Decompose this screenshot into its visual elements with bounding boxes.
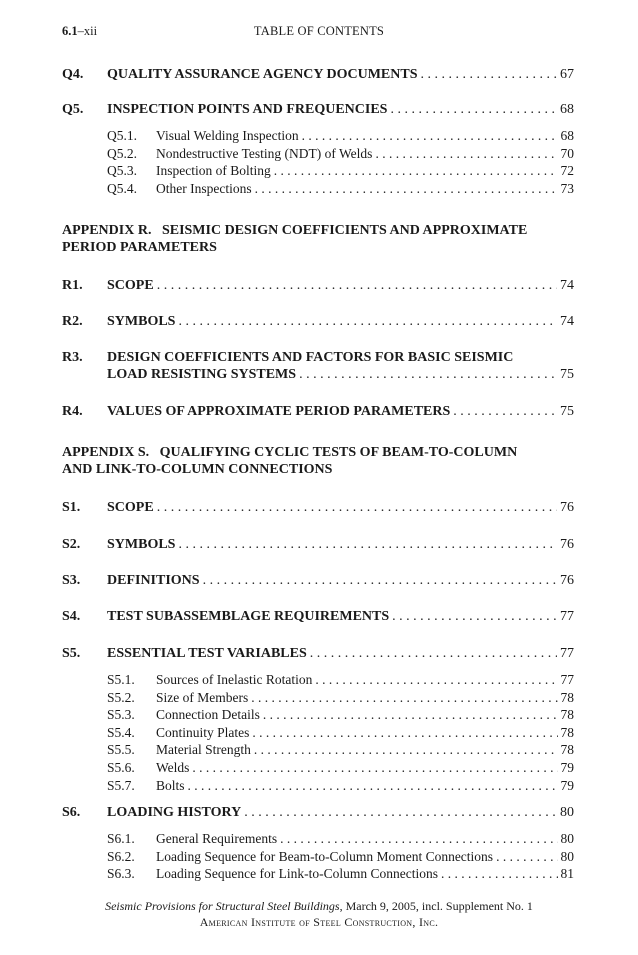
appendix-heading-line-2: AND LINK-TO-COLUMN CONNECTIONS	[62, 462, 333, 477]
entry-number: S6.	[62, 805, 81, 820]
dot-leader	[274, 162, 558, 179]
entry-number: R2.	[62, 314, 83, 329]
entry-title: INSPECTION POINTS AND FREQUENCIES	[107, 102, 388, 117]
subentry-title: Nondestructive Testing (NDT) of Welds	[156, 146, 373, 161]
running-footer	[0, 898, 638, 931]
subentry-title: Welds	[156, 760, 190, 775]
entry-title: SCOPE	[107, 500, 154, 515]
entry-number: R4.	[62, 404, 83, 419]
subentry-number: S5.2.	[107, 690, 135, 705]
dot-leader	[244, 804, 557, 821]
dot-leader	[310, 645, 557, 662]
subentry-number: S5.3.	[107, 707, 135, 722]
running-header	[62, 24, 576, 42]
entry-title: VALUES OF APPROXIMATE PERIOD PARAMETERS	[107, 404, 451, 419]
subentry-title: Bolts	[156, 778, 185, 793]
dot-leader	[299, 366, 557, 383]
subentry-title: Connection Details	[156, 707, 260, 722]
dot-leader	[375, 145, 557, 162]
entry-title: LOADING HISTORY	[107, 805, 242, 820]
entry-number: S4.	[62, 609, 81, 624]
entry-page: 67	[560, 67, 574, 82]
entry-title: QUALITY ASSURANCE AGENCY DOCUMENTS	[107, 67, 418, 82]
subentry-number: S5.7.	[107, 778, 135, 793]
entry-page: 77	[560, 646, 574, 661]
subentry-page: 78	[560, 707, 574, 722]
subentry-number: Q5.2.	[107, 146, 137, 161]
subentry-title: Other Inspections	[156, 181, 252, 196]
entry-number: R3.	[62, 350, 83, 365]
entry-title: SYMBOLS	[107, 537, 176, 552]
entry-title-line-1: DESIGN COEFFICIENTS AND FACTORS FOR BASIC SEISMIC	[107, 350, 514, 365]
subentry-title: General Requirements	[156, 831, 278, 846]
dot-leader	[315, 671, 557, 688]
appendix-heading-line-2: PERIOD PARAMETERS	[62, 240, 217, 255]
subentry-title: Size of Members	[156, 690, 249, 705]
subentry-number: S5.6.	[107, 760, 135, 775]
entry-number: Q4.	[62, 67, 84, 82]
dot-leader	[441, 865, 558, 882]
subentry-title: Inspection of Bolting	[156, 163, 271, 178]
entry-page: 74	[560, 314, 574, 329]
dot-leader	[254, 741, 558, 758]
dot-leader	[453, 403, 557, 420]
subentry-number: Q5.4.	[107, 181, 137, 196]
subentry-number: Q5.1.	[107, 128, 137, 143]
entry-page: 76	[560, 537, 574, 552]
subentry-number: S6.1.	[107, 831, 135, 846]
subentry-title: Loading Sequence for Link-to-Column Connections	[156, 866, 438, 881]
dot-leader	[192, 759, 557, 776]
subentry-title: Continuity Plates	[156, 725, 250, 740]
subentry-page: 79	[560, 760, 574, 775]
entry-page: 76	[560, 573, 574, 588]
entry-page: 77	[560, 609, 574, 624]
subentry-title: Material Strength	[156, 742, 251, 757]
subentry-page: 80	[560, 849, 574, 864]
entry-title: SYMBOLS	[107, 314, 176, 329]
dot-leader	[178, 313, 557, 330]
entry-number: S3.	[62, 573, 81, 588]
subentry-page: 70	[560, 146, 574, 161]
entry-title: TEST SUBASSEMBLAGE REQUIREMENTS	[107, 609, 390, 624]
dot-leader	[203, 572, 557, 589]
running-title: TABLE OF CONTENTS	[253, 24, 385, 38]
appendix-heading-line-1: APPENDIX R. SEISMIC DESIGN COEFFICIENTS AND APPROXIMATE	[62, 223, 528, 238]
dot-leader	[496, 848, 557, 865]
entry-title: DEFINITIONS	[107, 573, 200, 588]
entry-page: 75	[560, 404, 574, 419]
dot-leader	[280, 830, 557, 847]
dot-leader	[392, 608, 557, 625]
subentry-page: 78	[560, 690, 574, 705]
subentry-page: 78	[560, 725, 574, 740]
subentry-number: Q5.3.	[107, 163, 137, 178]
entry-page: 80	[560, 805, 574, 820]
dot-leader	[188, 777, 558, 794]
subentry-page: 68	[560, 128, 574, 143]
entry-number: R1.	[62, 278, 83, 293]
entry-number: S2.	[62, 537, 81, 552]
dot-leader	[255, 180, 558, 197]
subentry-page: 77	[560, 672, 574, 687]
subentry-page: 78	[560, 742, 574, 757]
subentry-page: 81	[560, 866, 574, 881]
subentry-number: S5.5.	[107, 742, 135, 757]
appendix-r-heading[interactable]	[62, 222, 574, 256]
dot-leader	[302, 127, 558, 144]
subentry-title: Loading Sequence for Beam-to-Column Moment Connections	[156, 849, 494, 864]
subentry-number: S5.4.	[107, 725, 135, 740]
dot-leader	[263, 706, 558, 723]
subentry-number: S6.2.	[107, 849, 135, 864]
entry-title: ESSENTIAL TEST VARIABLES	[107, 646, 307, 661]
footer-date: , March 9, 2005, incl. Supplement No. 1	[339, 899, 533, 913]
entry-page: 68	[560, 102, 574, 117]
entry-title-line-2: LOAD RESISTING SYSTEMS	[107, 367, 297, 382]
subentry-page: 73	[560, 181, 574, 196]
subentry-title: Visual Welding Inspection	[156, 128, 299, 143]
entry-page: 75	[560, 367, 574, 382]
subentry-page: 79	[560, 778, 574, 793]
entry-title: SCOPE	[107, 278, 154, 293]
subentry-page: 80	[560, 831, 574, 846]
entry-number: S1.	[62, 500, 81, 515]
entry-page: 76	[560, 500, 574, 515]
subentry-page: 72	[560, 163, 574, 178]
appendix-heading-line-1: APPENDIX S. QUALIFYING CYCLIC TESTS OF BEAM-TO-COLUMN	[62, 445, 518, 460]
dot-leader	[421, 66, 557, 83]
footer-publisher: American Institute of Steel Construction, Inc.	[199, 915, 439, 929]
footer-document-title: Seismic Provisions for Structural Steel Buildings	[105, 899, 340, 913]
entry-page: 74	[560, 278, 574, 293]
dot-leader	[251, 689, 557, 706]
dot-leader	[157, 499, 557, 516]
dot-leader	[252, 724, 557, 741]
footer-citation	[0, 898, 638, 914]
page-number: 6.1–xii	[62, 24, 98, 38]
entry-number: Q5.	[62, 102, 84, 117]
subentry-number: S5.1.	[107, 672, 135, 687]
entry-number: S5.	[62, 646, 81, 661]
dot-leader	[178, 536, 557, 553]
dot-leader	[390, 101, 557, 118]
dot-leader	[157, 277, 557, 294]
subentry-title: Sources of Inelastic Rotation	[156, 672, 313, 687]
subentry-number: S6.3.	[107, 866, 135, 881]
appendix-s-heading[interactable]	[62, 444, 574, 478]
